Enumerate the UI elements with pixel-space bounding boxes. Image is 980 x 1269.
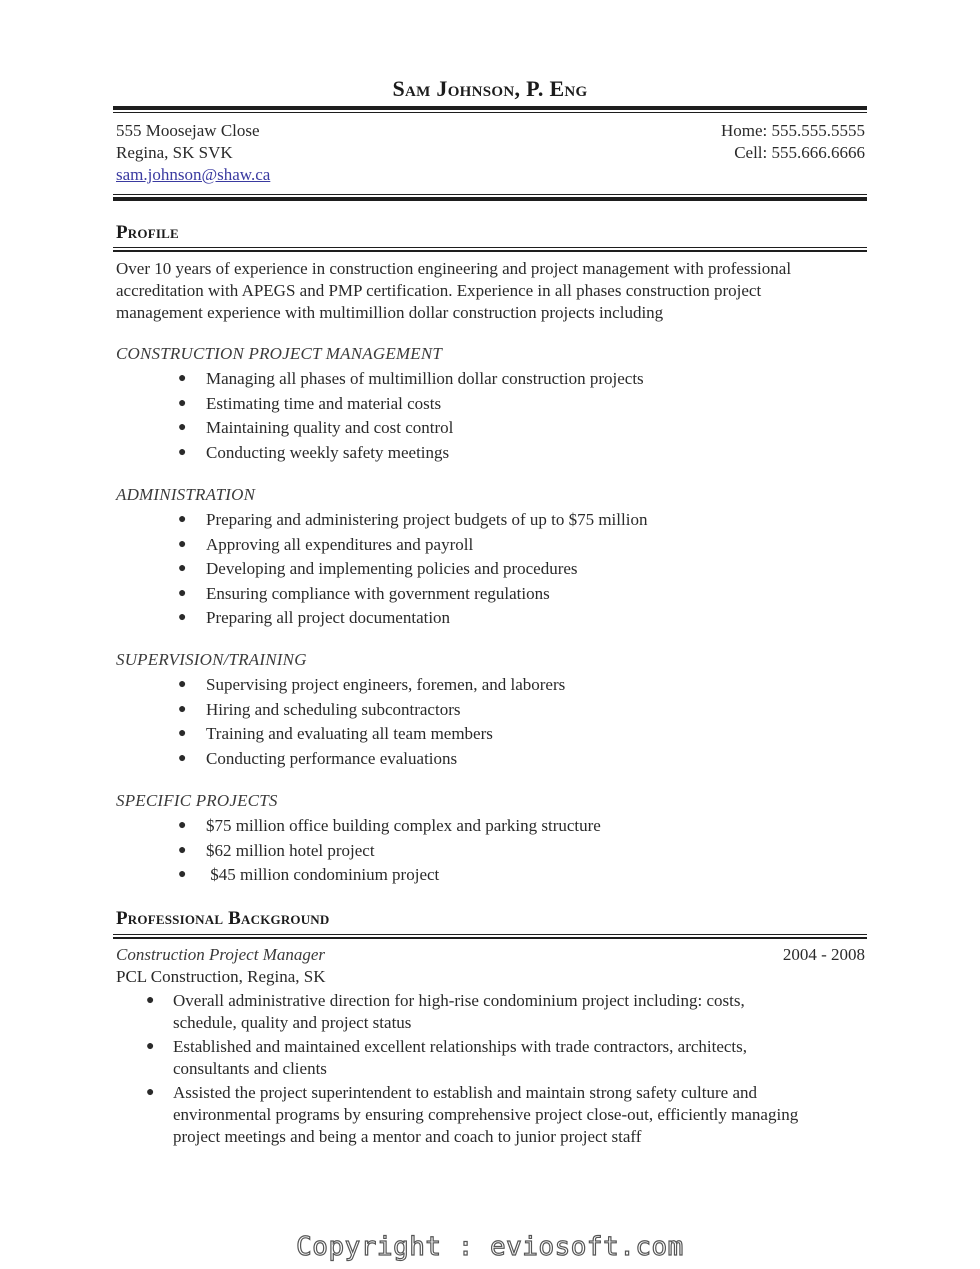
job-dates: 2004 - 2008 (782, 945, 865, 964)
profile-heading: Profile (116, 222, 179, 243)
subheading-supervision-training: SUPERVISION/TRAINING (116, 650, 307, 669)
bullet-icon: ● (178, 867, 187, 882)
background-heading: Professional Background (116, 908, 330, 929)
bullet-icon: ● (178, 536, 187, 552)
background-rule (113, 937, 867, 939)
resume-name: Sam Johnson, P. Eng (392, 76, 588, 101)
bullet-icon: ● (178, 610, 187, 625)
list-item: ● Conducting performance evaluations (178, 747, 565, 772)
list-item: ● Estimating time and material costs (178, 392, 644, 417)
list-item: ● $45 million condominium project (178, 863, 601, 888)
email-link[interactable]: sam.johnson@shaw.ca (116, 165, 271, 184)
bullet-icon: ● (146, 1039, 155, 1054)
address-line-2: Regina, SK SVK (116, 143, 233, 162)
bullet-icon: ● (178, 750, 187, 766)
bullet-icon: ● (178, 420, 187, 435)
subheading-construction-pm: CONSTRUCTION PROJECT MANAGEMENT (116, 344, 443, 363)
bullet-icon: ● (178, 371, 187, 386)
header-rule-bottom (113, 197, 867, 201)
bullet-icon: ● (178, 677, 187, 692)
bullet-icon: ● (178, 444, 187, 460)
administration-list (178, 508, 647, 631)
cell-phone: Cell: 555.666.6666 (734, 143, 865, 162)
list-item: ● Conducting weekly safety meetings (178, 441, 644, 466)
background-rule-thin (113, 934, 867, 935)
list-item: ● Ensuring compliance with government regulations (178, 582, 647, 607)
profile-rule (113, 250, 867, 252)
list-item: ● Training and evaluating all team members (178, 722, 565, 747)
bullet-icon: ● (146, 993, 155, 1008)
list-item: ● Approving all expenditures and payroll (178, 533, 647, 558)
list-item: ● Overall administrative direction for high-rise condominium project including: costs, schedule, quality and project status (146, 991, 745, 1032)
bullet-icon: ● (178, 726, 187, 741)
list-item: ● Developing and implementing policies and procedures (178, 557, 647, 582)
header-rule-top-thin (113, 112, 867, 113)
bullet-icon: ● (178, 561, 187, 576)
list-item: ● Preparing all project documentation (178, 606, 647, 631)
job-title: Construction Project Manager (116, 945, 326, 964)
company-name: PCL Construction, Regina, SK (116, 967, 326, 986)
list-item: ● Maintaining quality and cost control (178, 416, 644, 441)
summary-line: management experience with multimillion dollar construction projects including (116, 303, 664, 322)
list-item: ● Supervising project engineers, foremen, and laborers (178, 673, 565, 698)
bullet-icon: ● (178, 701, 187, 717)
summary-line: accreditation with APEGS and PMP certification. Experience in all phases construction project (116, 281, 762, 300)
subheading-administration: ADMINISTRATION (116, 485, 256, 504)
header-rule-top (113, 106, 867, 110)
home-phone: Home: 555.555.5555 (720, 121, 865, 140)
list-item: ● Preparing and administering project budgets of up to $75 million (178, 508, 647, 533)
list-item: ● Assisted the project superintendent to establish and maintain strong safety culture and environmental programs by ensuring comprehensive project close-out, efficiently managing project meetings and being a mentor and coach to junior project staff (146, 1083, 799, 1146)
job-bullets (146, 990, 846, 1150)
bullet-icon: ● (178, 395, 187, 411)
bullet-icon: ● (178, 842, 187, 858)
list-item: ● $75 million office building complex and parking structure (178, 814, 601, 839)
address-line-1: 555 Moosejaw Close (116, 121, 260, 140)
bullet-icon: ● (178, 818, 187, 833)
profile-summary (116, 258, 866, 324)
specific-projects-list (178, 814, 601, 888)
list-item: ● $62 million hotel project (178, 839, 601, 864)
list-item: ● Hiring and scheduling subcontractors (178, 698, 565, 723)
profile-rule-thin (113, 247, 867, 248)
bullet-icon: ● (146, 1085, 155, 1100)
list-item: ● Managing all phases of multimillion dollar construction projects (178, 367, 644, 392)
supervision-list (178, 673, 565, 771)
list-item: ● Established and maintained excellent relationships with trade contractors, architects, consultants and clients (146, 1037, 748, 1078)
subheading-specific-projects: SPECIFIC PROJECTS (116, 791, 278, 810)
copyright-watermark: Copyright : eviosoft.com (296, 1232, 684, 1262)
bullet-icon: ● (178, 512, 187, 527)
construction-pm-list (178, 367, 644, 465)
bullet-icon: ● (178, 585, 187, 601)
summary-line: Over 10 years of experience in construction engineering and project management with professional (116, 259, 792, 278)
header-rule-bottom-thin (113, 194, 867, 195)
